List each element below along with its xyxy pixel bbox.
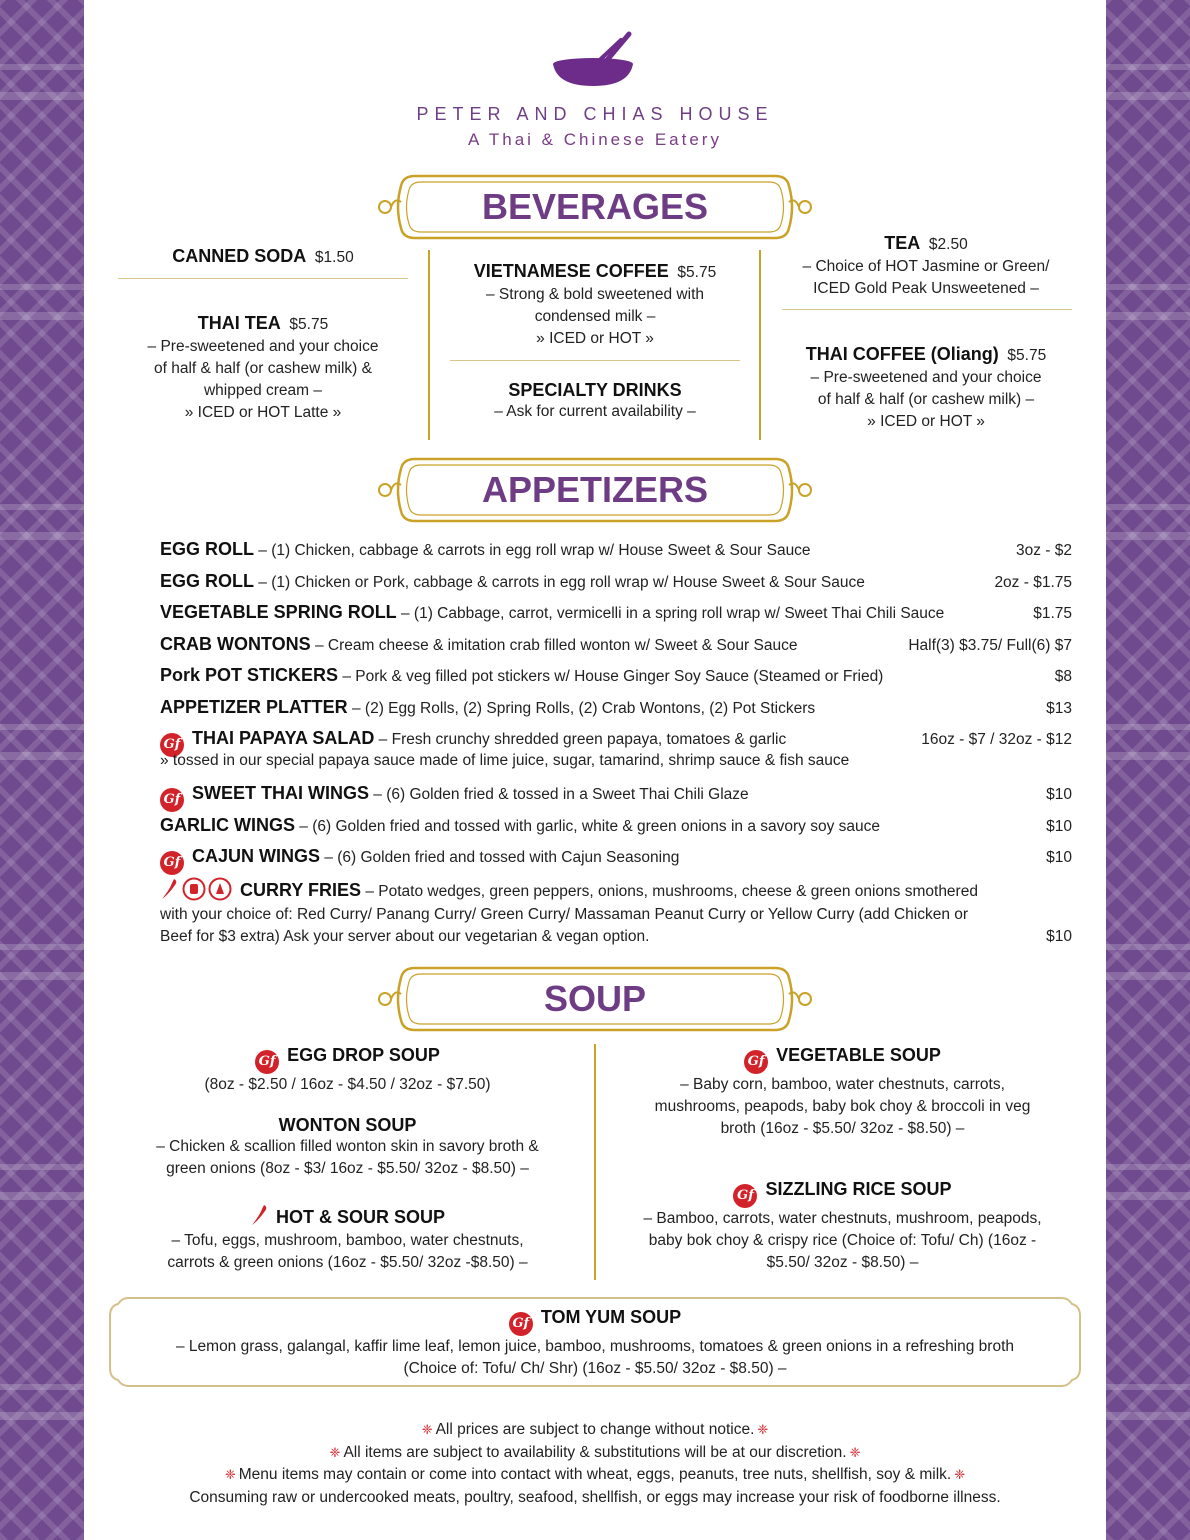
right-decorative-border bbox=[1106, 0, 1190, 1540]
item-desc: – Choice of HOT Jasmine or Green/ bbox=[802, 258, 1050, 275]
item-desc: – Potato wedges, green peppers, onions, mushrooms, cheese & green onions smothered bbox=[361, 882, 978, 900]
list-item bbox=[160, 696, 1072, 728]
item-desc: » ICED or HOT » bbox=[536, 330, 654, 347]
gluten-free-icon: Gf bbox=[509, 1312, 533, 1336]
item-desc: broth (16oz - $5.50/ 32oz - $8.50) – bbox=[720, 1120, 965, 1137]
divider bbox=[594, 1044, 596, 1280]
item-price: $2.50 bbox=[928, 236, 968, 253]
divider bbox=[428, 250, 430, 440]
snowflake-icon: ❈ bbox=[329, 1444, 341, 1460]
item-name: CANNED SODA bbox=[172, 246, 307, 266]
vegan-icon bbox=[208, 877, 232, 901]
item-desc: of half & half (or cashew milk) – bbox=[817, 391, 1035, 408]
snowflake-icon: ❈ bbox=[421, 1422, 433, 1437]
list-item bbox=[160, 601, 1072, 633]
item-price: $5.75 bbox=[677, 264, 717, 281]
snowflake-icon: ❈ bbox=[757, 1422, 769, 1437]
gluten-free-icon: Gf bbox=[255, 1050, 279, 1074]
soup-banner bbox=[375, 964, 815, 1034]
item-name: SIZZLING RICE SOUP bbox=[765, 1179, 952, 1199]
snowflake-icon: ❈ bbox=[954, 1467, 966, 1482]
item-name: VEGETABLE SPRING ROLL bbox=[160, 602, 397, 622]
item-price: $13 bbox=[1046, 699, 1072, 717]
divider bbox=[759, 250, 761, 440]
item-price: $10 bbox=[1046, 817, 1072, 835]
item-desc: with your choice of: Red Curry/ Panang Curry/ Green Curry/ Massaman Peanut Curry or Yellow Curry (add Chicken or bbox=[160, 905, 969, 923]
disclaimer-line: All items are subject to availability & substitutions will be at our discretion. bbox=[343, 1443, 847, 1461]
item-desc: – Pre-sweetened and your choice bbox=[810, 369, 1042, 386]
gluten-free-icon: Gf bbox=[733, 1184, 757, 1208]
list-item bbox=[160, 727, 1072, 750]
canned-soda-item bbox=[118, 245, 408, 269]
restaurant-name: PETER AND CHIAS HOUSE bbox=[416, 104, 774, 124]
vegetable-soup-item bbox=[615, 1044, 1070, 1140]
gluten-free-icon: Gf bbox=[160, 733, 184, 757]
appetizers-heading: APPETIZERS bbox=[481, 469, 709, 510]
item-desc: carrots & green onions (16oz - $5.50/ 32oz -$8.50) – bbox=[167, 1254, 528, 1271]
item-desc: – Pork & veg filled pot stickers w/ House Ginger Soy Sauce (Steamed or Fried) bbox=[338, 668, 884, 685]
item-name: CRAB WONTONS bbox=[160, 633, 311, 654]
item-name: TEA bbox=[884, 233, 921, 253]
list-item bbox=[160, 538, 1072, 570]
item-desc: – Bamboo, carrots, water chestnuts, mushroom, peapods, bbox=[643, 1210, 1042, 1227]
item-desc: of half & half (or cashew milk) & bbox=[154, 360, 372, 377]
list-item bbox=[160, 570, 1072, 602]
item-desc: baby bok choy & crispy rice (Choice of: Tofu/ Ch) (16oz - bbox=[648, 1232, 1037, 1249]
item-desc: – (6) Golden fried and tossed with garlic, white & green onions in a savory soy sauce bbox=[295, 817, 881, 835]
soup-heading: SOUP bbox=[543, 978, 647, 1019]
item-desc: – Strong & bold sweetened with bbox=[486, 286, 704, 303]
beverages-heading: BEVERAGES bbox=[481, 186, 709, 227]
list-item bbox=[160, 814, 1072, 846]
chili-pepper-icon bbox=[250, 1203, 270, 1227]
beverages-banner bbox=[375, 172, 815, 242]
item-name: TOM YUM SOUP bbox=[540, 1307, 682, 1327]
item-name: APPETIZER PLATTER bbox=[160, 696, 348, 717]
list-item bbox=[160, 782, 1072, 814]
item-name: THAI COFFEE (Oliang) bbox=[805, 344, 999, 364]
item-desc-extra: » tossed in our special papaya sauce made of lime juice, sugar, tamarind, shrimp sauce & fish sauce bbox=[160, 752, 850, 769]
thai-tea-item bbox=[118, 312, 408, 424]
chili-pepper-icon bbox=[160, 877, 180, 901]
item-desc: – (2) Egg Rolls, (2) Spring Rolls, (2) Crab Wontons, (2) Pot Stickers bbox=[347, 699, 816, 717]
hot-sour-soup-item bbox=[120, 1203, 575, 1274]
item-desc: – Lemon grass, galangal, kaffir lime leaf, lemon juice, bamboo, mushrooms, tomatoes & green onions in a refreshing broth bbox=[175, 1338, 1015, 1355]
restaurant-tagline: A Thai & Chinese Eatery bbox=[468, 130, 722, 149]
appetizers-banner bbox=[375, 455, 815, 525]
vietnamese-coffee-item bbox=[448, 260, 742, 350]
item-desc: – (6) Golden fried and tossed with Cajun Seasoning bbox=[320, 849, 680, 866]
item-price: $10 bbox=[1046, 786, 1072, 803]
item-desc: (Choice of: Tofu/ Ch/ Shr) (16oz - $5.50/ 32oz - $8.50) – bbox=[403, 1360, 787, 1377]
item-desc: mushrooms, peapods, baby bok choy & broccoli in veg bbox=[654, 1098, 1031, 1115]
gluten-free-icon: Gf bbox=[160, 788, 184, 812]
divider bbox=[450, 360, 740, 361]
tom-yum-soup-box bbox=[106, 1294, 1084, 1390]
item-name: Pork POT STICKERS bbox=[160, 665, 339, 685]
item-name: WONTON SOUP bbox=[278, 1115, 417, 1135]
tea-item bbox=[780, 232, 1072, 300]
item-desc: – (1) Cabbage, carrot, vermicelli in a spring roll wrap w/ Sweet Thai Chili Sauce bbox=[396, 605, 945, 622]
item-desc: – (1) Chicken or Pork, cabbage & carrots in egg roll wrap w/ House Sweet & Sour Sauce bbox=[254, 573, 865, 591]
list-item bbox=[160, 877, 1072, 948]
item-price: $10 bbox=[1046, 849, 1072, 866]
item-name: SPECIALTY DRINKS bbox=[508, 380, 682, 400]
item-desc: » ICED or HOT » bbox=[867, 413, 985, 430]
list-item bbox=[160, 664, 1072, 696]
gluten-free-icon: Gf bbox=[744, 1050, 768, 1074]
item-desc: – (1) Chicken, cabbage & carrots in egg roll wrap w/ House Sweet & Sour Sauce bbox=[254, 542, 811, 559]
tom-yum-soup-item bbox=[106, 1306, 1084, 1380]
item-name: EGG ROLL bbox=[160, 570, 254, 591]
item-desc: – Tofu, eggs, mushroom, bamboo, water chestnuts, bbox=[171, 1232, 524, 1249]
snowflake-icon: ❈ bbox=[849, 1444, 861, 1460]
item-desc: – Baby corn, bamboo, water chestnuts, carrots, bbox=[680, 1076, 1005, 1093]
item-price: 3oz - $2 bbox=[1015, 542, 1072, 559]
item-desc: whipped cream – bbox=[203, 382, 323, 399]
bowl-chopsticks-icon bbox=[545, 30, 645, 88]
item-name: SWEET THAI WINGS bbox=[192, 783, 369, 803]
item-name: GARLIC WINGS bbox=[160, 814, 295, 835]
item-name: CURRY FRIES bbox=[240, 879, 362, 900]
item-desc: condensed milk – bbox=[534, 308, 656, 325]
divider bbox=[118, 278, 408, 279]
disclaimer bbox=[100, 1419, 1090, 1509]
item-name: EGG ROLL bbox=[160, 539, 254, 559]
item-price: $1.50 bbox=[314, 249, 354, 266]
sizzling-rice-soup-item bbox=[615, 1178, 1070, 1274]
item-price: $8 bbox=[1054, 668, 1072, 685]
item-desc: Beef for $3 extra) Ask your server about our vegetarian & vegan option. bbox=[160, 927, 650, 945]
item-desc: (8oz - $2.50 / 16oz - $4.50 / 32oz - $7.50) bbox=[204, 1076, 491, 1093]
list-item bbox=[160, 633, 1072, 665]
disclaimer-line: Menu items may contain or come into contact with wheat, eggs, peanuts, tree nuts, shellfish, soy & milk. bbox=[238, 1466, 952, 1483]
left-decorative-border bbox=[0, 0, 84, 1540]
item-desc: ICED Gold Peak Unsweetened – bbox=[813, 280, 1039, 297]
item-desc: – (6) Golden fried & tossed in a Sweet Thai Chili Glaze bbox=[369, 786, 749, 803]
item-desc: – Fresh crunchy shredded green papaya, tomatoes & garlic bbox=[374, 731, 787, 748]
item-name: VEGETABLE SOUP bbox=[776, 1045, 941, 1065]
item-desc: – Cream cheese & imitation crab filled wonton w/ Sweet & Sour Sauce bbox=[310, 636, 798, 654]
wonton-soup-item bbox=[120, 1114, 575, 1180]
item-name: CAJUN WINGS bbox=[192, 846, 321, 866]
item-desc: – Chicken & scallion filled wonton skin in savory broth & bbox=[156, 1138, 539, 1155]
disclaimer-line: All prices are subject to change without notice. bbox=[435, 1421, 755, 1438]
gluten-free-icon: Gf bbox=[160, 851, 184, 875]
item-price: $10 bbox=[1046, 927, 1072, 945]
divider bbox=[782, 309, 1072, 310]
item-price: $5.75 bbox=[289, 316, 329, 333]
dietary-icons bbox=[160, 877, 232, 901]
item-desc: – Pre-sweetened and your choice bbox=[147, 338, 379, 355]
disclaimer-line: Consuming raw or undercooked meats, poultry, seafood, shellfish, or eggs may increase your risk of foodborne illness. bbox=[189, 1488, 1001, 1506]
snowflake-icon: ❈ bbox=[224, 1467, 236, 1482]
specialty-drinks-item bbox=[448, 379, 742, 423]
egg-drop-soup-item bbox=[120, 1044, 575, 1096]
vegetarian-icon bbox=[182, 877, 206, 901]
item-desc: $5.50/ 32oz - $8.50) – bbox=[766, 1254, 919, 1271]
thai-coffee-item bbox=[780, 343, 1072, 433]
appetizer-list bbox=[160, 538, 1072, 948]
item-name: VIETNAMESE COFFEE bbox=[473, 261, 669, 281]
item-desc: » ICED or HOT Latte » bbox=[184, 404, 342, 421]
item-price: 2oz - $1.75 bbox=[994, 573, 1072, 591]
item-price: $1.75 bbox=[1033, 605, 1072, 622]
item-price: $5.75 bbox=[1007, 347, 1047, 364]
item-price: Half(3) $3.75/ Full(6) $7 bbox=[908, 636, 1072, 654]
item-name: THAI TEA bbox=[197, 313, 281, 333]
item-name: THAI PAPAYA SALAD bbox=[192, 728, 375, 748]
item-name: EGG DROP SOUP bbox=[287, 1045, 440, 1065]
item-desc: green onions (8oz - $3/ 16oz - $5.50/ 32oz - $8.50) – bbox=[166, 1160, 529, 1177]
list-item bbox=[160, 845, 1072, 877]
item-price: 16oz - $7 / 32oz - $12 bbox=[921, 731, 1072, 748]
item-desc: – Ask for current availability – bbox=[494, 403, 696, 420]
item-name: HOT & SOUR SOUP bbox=[275, 1207, 445, 1227]
